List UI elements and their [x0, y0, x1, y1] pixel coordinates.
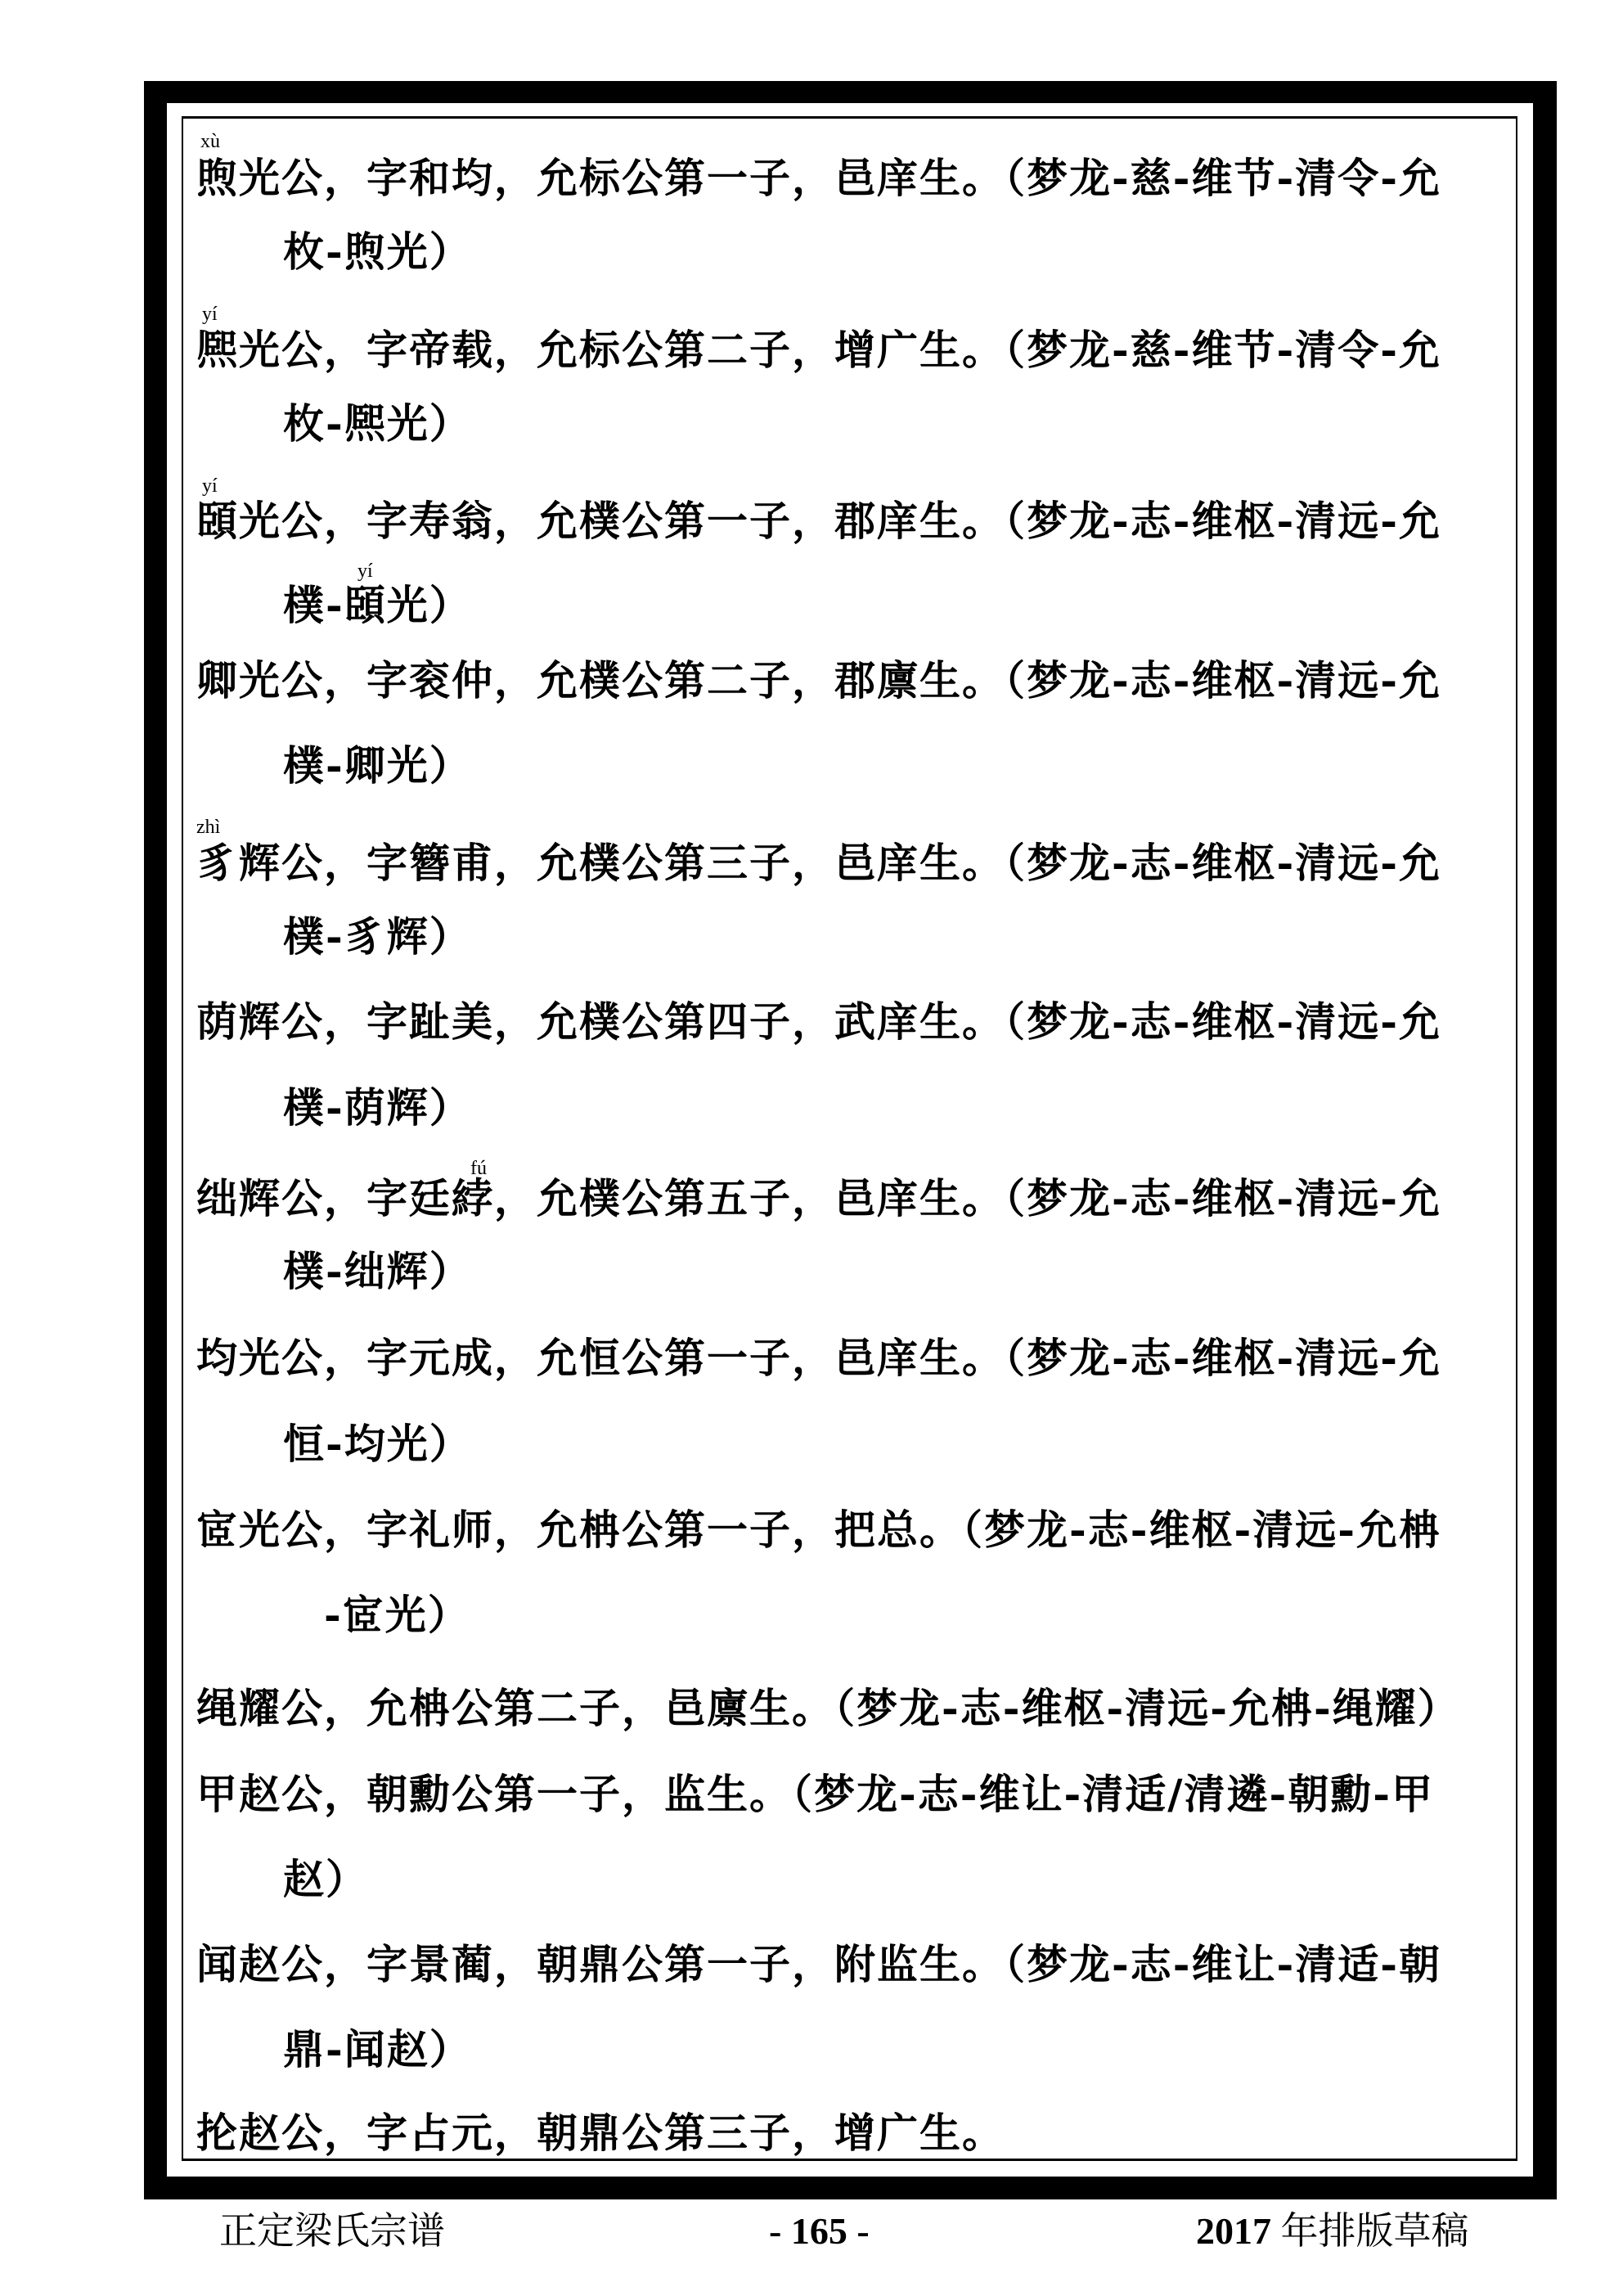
- entry-continuation: 樸-豸辉）: [283, 912, 472, 961]
- entry-line: 卿光公，字衮仲，允樸公第二子，郡廪生。（梦龙-志-维枢-清远-允: [196, 656, 1442, 705]
- entry-continuation: 樸-绌辉）: [283, 1247, 472, 1295]
- footer-page-number: - 165 -: [769, 2210, 870, 2252]
- footer-book-title: 正定梁氏宗谱: [219, 2210, 445, 2252]
- entry-continuation: 樸-頣光）: [283, 581, 472, 629]
- entry-line: 绳耀公，允柟公第二子，邑廪生。（梦龙-志-维枢-清远-允柟-绳耀）: [196, 1684, 1460, 1732]
- entry-line: 荫辉公，字趾美，允樸公第四子，武庠生。（梦龙-志-维枢-清远-允: [196, 997, 1442, 1046]
- entry-line: 豸辉公，字簪甫，允樸公第三子，邑庠生。（梦龙-志-维枢-清远-允: [196, 839, 1442, 887]
- footer-draft-note: [1196, 2203, 1469, 2260]
- entry-continuation: 枚-熈光）: [283, 399, 472, 448]
- entry-continuation: -宧光）: [324, 1591, 470, 1639]
- entry-line: 煦光公，字和均，允标公第一子，邑庠生。（梦龙-慈-维节-清令-允: [196, 154, 1442, 202]
- pinyin-annotation: zhì: [196, 817, 221, 838]
- pinyin-annotation: fú: [470, 1158, 487, 1179]
- entry-continuation: 恒-均光）: [283, 1420, 472, 1468]
- entry-line: 闻赵公，字景蔺，朝鼎公第一子，附监生。（梦龙-志-维让-清适-朝: [196, 1940, 1442, 1988]
- entry-line: 甲赵公，朝勳公第一子，监生。（梦龙-志-维让-清适/清遴-朝勳-甲: [196, 1770, 1435, 1818]
- pinyin-annotation: yí: [357, 560, 373, 582]
- entry-line: 宧光公，字礼师，允柟公第一子，把总。（梦龙-志-维枢-清远-允柟: [196, 1506, 1442, 1554]
- pinyin-annotation: yí: [202, 475, 218, 497]
- entry-line: 抡赵公，字占元，朝鼎公第三子，增广生。: [196, 2109, 1005, 2157]
- pinyin-annotation: yí: [202, 304, 218, 325]
- entry-continuation: 赵）: [283, 1855, 368, 1903]
- entry-continuation: 樸-卿光）: [283, 741, 472, 790]
- entry-continuation: 樸-荫辉）: [283, 1083, 472, 1132]
- footer-draft-label: 年排版草稿: [1271, 2210, 1469, 2252]
- footer-year: 2017: [1196, 2210, 1271, 2252]
- entry-line: 绌辉公，字廷綍，允樸公第五子，邑庠生。（梦龙-志-维枢-清远-允: [196, 1174, 1442, 1222]
- entry-line: 熈光公，字帝载，允标公第二子，增广生。（梦龙-慈-维节-清令-允: [196, 326, 1442, 374]
- entry-continuation: 枚-煦光）: [283, 227, 472, 276]
- entry-line: 頣光公，字寿翁，允樸公第一子，郡庠生。（梦龙-志-维枢-清远-允: [196, 497, 1442, 545]
- entry-line: 均光公，字元成，允恒公第一子，邑庠生。（梦龙-志-维枢-清远-允: [196, 1334, 1442, 1382]
- pinyin-annotation: xù: [200, 131, 220, 152]
- entry-continuation: 鼎-闻赵）: [283, 2025, 472, 2073]
